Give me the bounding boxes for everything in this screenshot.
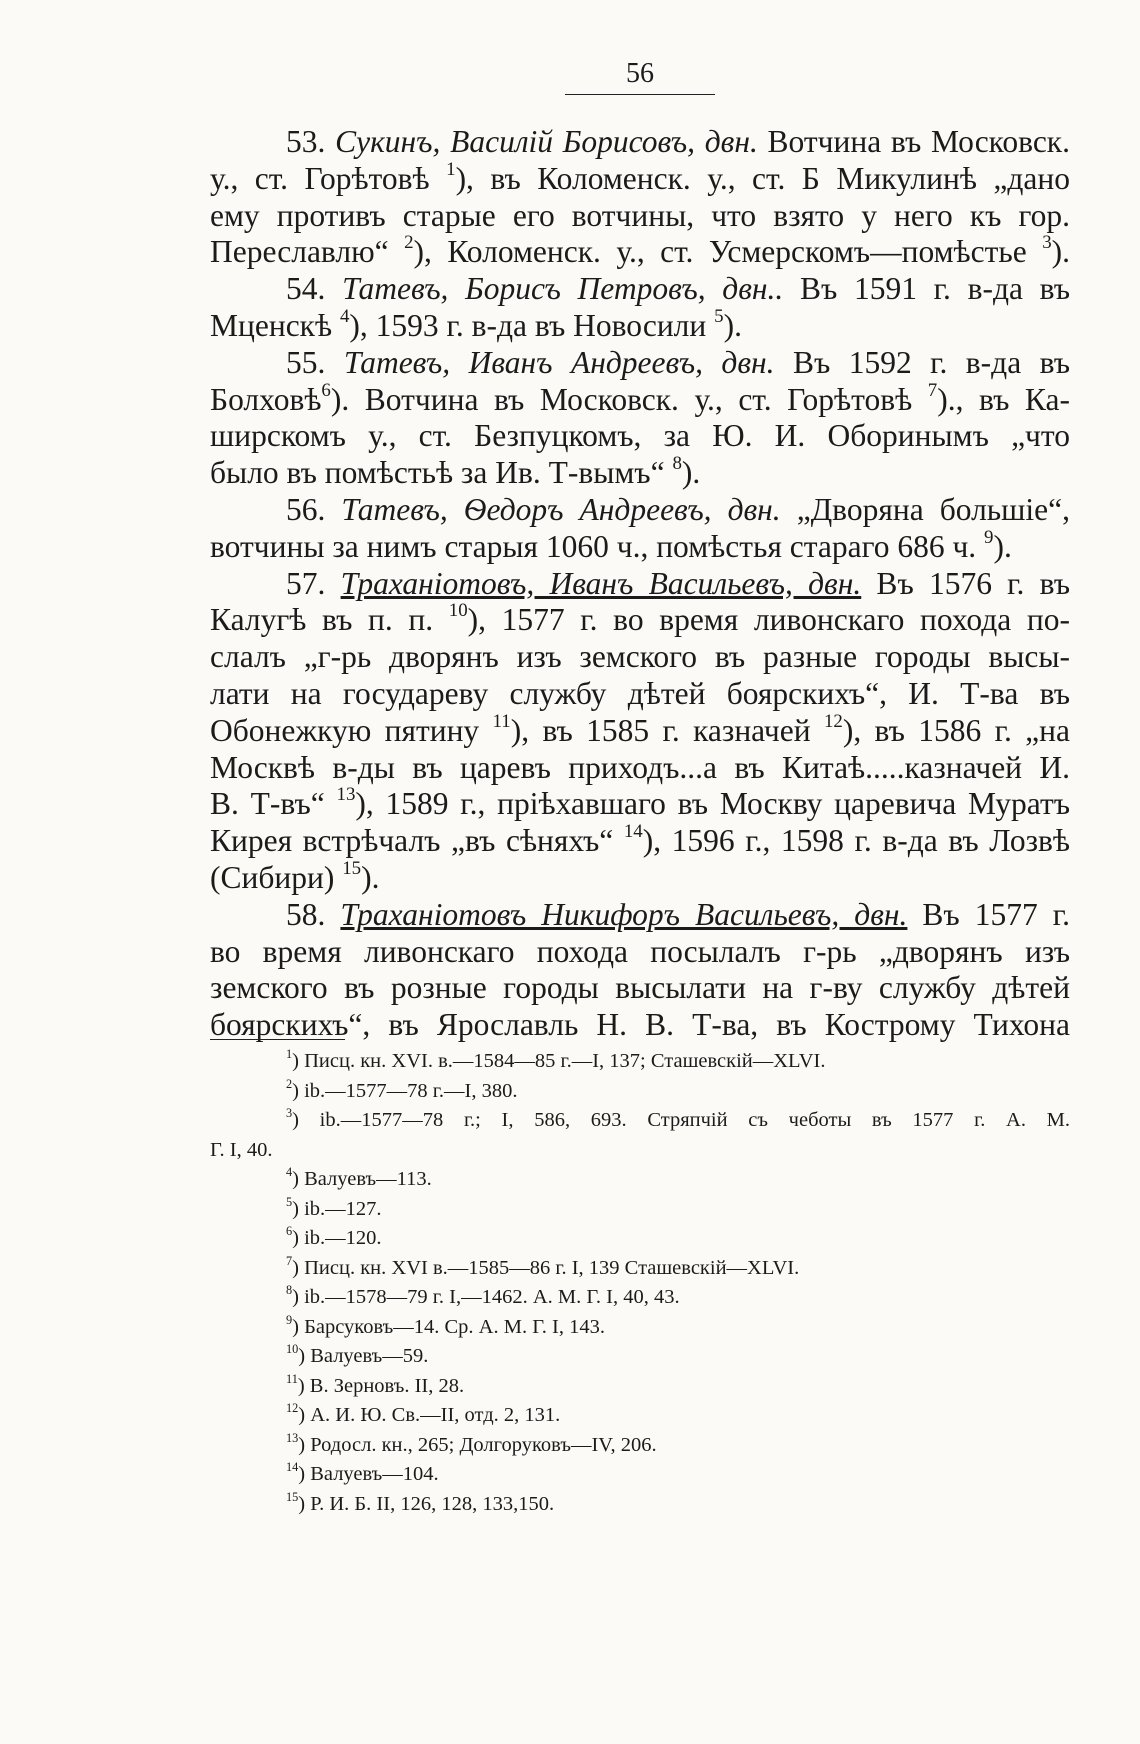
text-line [210, 934, 1070, 971]
footnote-number: 10 [286, 1341, 299, 1356]
footnote-ref: 3 [1042, 232, 1052, 254]
text-line [210, 970, 1070, 1007]
main-text [210, 124, 1070, 1044]
text-run: ему противъ старые его вотчины, что взято у него къ гор. [210, 197, 1070, 233]
text-run: боярскихъ“, въ Ярославль Н. В. Т-ва, въ Кострому Тихона [210, 1007, 1070, 1043]
text-line [210, 897, 1070, 934]
text-run: было въ помѣстьѣ за Ив. Т-вымъ“ [210, 455, 673, 491]
page-number-rule [565, 94, 715, 95]
text-run: Болховѣ [210, 381, 322, 417]
text-run: ). [723, 307, 742, 343]
footnote-ref: 2 [404, 232, 414, 254]
text-run: ). [1051, 234, 1071, 270]
text-run: ширскомъ у., ст. Безпуцкомъ, за Ю. И. Оборинымъ „что [210, 418, 1070, 454]
text-run: земского въ розные городы высылати на г-ву службу дѣтей [210, 970, 1070, 1006]
text-line [210, 786, 1070, 823]
text-run: во время ливонскаго похода посылалъ г-рь „дворянъ изъ [210, 933, 1070, 969]
entry-53 [210, 124, 1070, 271]
text-line [210, 676, 1070, 713]
text-line [210, 492, 1070, 529]
footnote-continuation: Г. I, 40. [210, 1138, 273, 1161]
text-run: Переславлю“ [210, 234, 405, 270]
footnote-text: ) ib.—127. [292, 1197, 382, 1220]
footnote-number: 8 [286, 1282, 293, 1297]
footnote-ref: 8 [672, 453, 682, 474]
text-line [210, 271, 1070, 308]
footnote-number: 6 [286, 1223, 293, 1238]
footnote-ref: 1 [446, 158, 456, 180]
text-run: Въ 1577 г. [907, 896, 1071, 932]
footnote [210, 1283, 1070, 1313]
text-run: вотчины за нимъ старыя 1060 ч., помѣстья стараго 686 ч. [210, 528, 985, 564]
footnote-ref: 14 [623, 820, 643, 842]
footnote-text: ) Валуевъ—104. [298, 1463, 439, 1485]
footnote-text: ) Валуевъ—59. [298, 1345, 429, 1367]
footnote-text: ) ib.—1577—78 г.—I, 380. [292, 1079, 518, 1102]
footnote-ref: 13 [336, 784, 356, 806]
entry-55 [210, 345, 1070, 492]
footnote-text: ) Р. И. Б. II, 126, 128, 133,150. [298, 1492, 555, 1515]
text-run: ). [361, 859, 380, 895]
footnote-text: ) Писц. кн. XVI. в.—1584—85 г.—I, 137; Сташевскiй—XLVI. [292, 1050, 826, 1072]
text-run: Въ 1591 г. в-да въ [783, 271, 1071, 307]
footnote-number: 1 [286, 1046, 293, 1061]
text-run: )., въ Ка- [937, 381, 1070, 417]
footnote [210, 1313, 1070, 1343]
footnote-text: ) Родосл. кн., 265; Долгоруковъ—IV, 206. [298, 1433, 657, 1456]
text-line [210, 602, 1070, 639]
footnote-ref: 4 [339, 305, 350, 327]
footnote-ref: 15 [342, 857, 362, 879]
text-run: Въ 1576 г. въ [861, 565, 1071, 601]
entry-57 [210, 566, 1070, 897]
footnote-ref: 5 [714, 305, 724, 327]
text-run: ). Вотчина въ Московск. у., ст. Горѣтовѣ [330, 381, 928, 417]
text-run: Москвѣ в-ды въ царевъ приходъ...а въ Китаѣ.....казначей И. [210, 749, 1070, 785]
text-line [210, 198, 1070, 235]
entry-name: Татевъ, Ѳедоръ Андреевъ, двн. [341, 491, 781, 527]
text-run: Кирея встрѣчалъ „въ сѣняхъ“ [210, 823, 624, 859]
footnote-ref: 9 [984, 526, 994, 548]
footnote-text: ) Барсуковъ—14. Ср. А. М. Г. I, 143. [292, 1315, 605, 1338]
footnote [210, 1431, 1070, 1461]
footnote-text: ) Валуевъ—113. [292, 1168, 432, 1190]
text-run: ), въ 1586 г. „на [842, 712, 1070, 748]
text-run: ), 1589 г., прiѣхавшаго въ Москву царевича Муратъ [355, 786, 1070, 822]
footnote-text: ) А. И. Ю. Св.—II, отд. 2, 131. [298, 1404, 561, 1426]
footnote-text: ) В. Зерновъ. II, 28. [297, 1374, 465, 1397]
text-run: ). [681, 455, 701, 491]
text-run: В. Т-въ“ [210, 786, 337, 822]
text-line [210, 639, 1070, 676]
text-run: Калугѣ въ п. п. [210, 602, 449, 638]
footnote [210, 1401, 1070, 1431]
text-line [210, 124, 1070, 161]
footnote-number: 13 [286, 1430, 299, 1445]
text-run: 54. [286, 271, 343, 307]
footnote [210, 1077, 1070, 1107]
footnote-number: 4 [286, 1164, 293, 1179]
text-line [210, 455, 1070, 492]
footnote-ref: 12 [823, 710, 843, 732]
page-number: 56 [626, 58, 654, 89]
entry-name: Татевъ, Борисъ Петровъ, двн.. [342, 271, 784, 307]
text-line [210, 234, 1070, 271]
footnote-text: ) Писц. кн. XVI в.—1585—86 г. I, 139 Сташевскiй—XLVI. [292, 1256, 800, 1279]
text-run: 58. [286, 896, 341, 932]
text-run: Обонежкую пятину [210, 712, 493, 748]
footnote-number: 3 [286, 1105, 293, 1120]
entry-name: Сукинъ, Василiй Борисовъ, двн. [335, 124, 758, 159]
footnote [210, 1195, 1070, 1225]
text-line [210, 857, 1070, 897]
text-run: ), 1596 г., 1598 г. в-да въ Лозвѣ [642, 823, 1070, 859]
footnote [210, 1047, 1070, 1077]
footnote [210, 1342, 1070, 1372]
text-run: слалъ „г-рь дворянъ изъ земского въ разные городы высы- [210, 639, 1070, 675]
text-run: 55. [286, 344, 344, 380]
text-run: „Дворяна большiе“, [780, 491, 1070, 527]
footnote-number: 9 [286, 1312, 293, 1327]
text-line [210, 526, 1070, 566]
footnotes [210, 1047, 1070, 1519]
entry-54 [210, 271, 1070, 345]
text-run: ), въ 1585 г. казначей [510, 712, 824, 748]
footnote-number: 5 [286, 1194, 293, 1209]
text-line [210, 566, 1070, 603]
text-line [210, 820, 1070, 860]
footnote [210, 1254, 1070, 1284]
text-run: 56. [286, 491, 342, 527]
text-line [210, 710, 1070, 750]
text-run: ). [993, 528, 1012, 564]
text-run: ), Коломенск. у., ст. Усмерскомъ—помѣстье [413, 234, 1043, 270]
text-run: лати на государеву службу дѣтей боярскихъ“, И. Т-ва въ [210, 675, 1070, 711]
footnote [210, 1460, 1070, 1490]
text-run: ), 1577 г. во время ливонскаго похода по- [467, 602, 1070, 638]
footnote-ref: 7 [927, 379, 938, 401]
footnote [210, 1106, 1070, 1136]
entry-58 [210, 897, 1070, 1044]
footnote-text: ) ib.—120. [292, 1227, 382, 1249]
text-run: Въ 1592 г. в-да въ [774, 344, 1070, 380]
text-run: 53. [286, 124, 336, 159]
footnote-ref: 6 [321, 379, 331, 401]
text-run: ), въ Коломенск. у., ст. Б Микулинѣ „дано [455, 160, 1070, 196]
footnote-number: 12 [286, 1400, 299, 1415]
text-run: Мценскѣ [210, 307, 340, 343]
footnote-number: 2 [286, 1076, 293, 1091]
text-line [210, 345, 1070, 382]
entry-name: Траханiотовъ Никифоръ Васильевъ, двн. [340, 896, 908, 932]
text-run: 57. [286, 565, 341, 601]
footnote-ref: 10 [448, 600, 468, 622]
footnote-number: 11 [286, 1371, 298, 1386]
text-run: ), 1593 г. в-да въ Новосили [349, 307, 715, 343]
text-line [210, 750, 1070, 787]
text-run: Вотчина въ Московск. [757, 124, 1070, 159]
footnote [210, 1165, 1070, 1195]
footnote-text: ) ib.—1578—79 г. I,—1462. А. М. Г. I, 40, 43. [292, 1286, 680, 1308]
footnote-number: 7 [286, 1253, 293, 1268]
text-run: (Сибири) [210, 859, 343, 895]
text-line [210, 305, 1070, 345]
text-line [210, 379, 1070, 419]
footnote-divider [210, 1039, 345, 1040]
footnote [210, 1224, 1070, 1254]
footnote [210, 1372, 1070, 1402]
text-line [210, 158, 1070, 198]
entry-56 [210, 492, 1070, 566]
footnote-number: 15 [286, 1489, 299, 1504]
footnote [210, 1490, 1070, 1520]
entry-name: Траханiотовъ, Иванъ Васильевъ, двн. [340, 565, 862, 601]
text-run: у., ст. Горѣтовѣ [210, 160, 447, 196]
text-line [210, 418, 1070, 455]
footnote-text: ) ib.—1577—78 г.; I, 586, 693. Стряпчiй съ чеботы въ 1577 г. А. М. [292, 1109, 1070, 1131]
footnote-number: 14 [286, 1459, 299, 1474]
entry-name: Татевъ, Иванъ Андреевъ, двн. [343, 344, 775, 380]
footnote-ref: 11 [492, 710, 511, 732]
